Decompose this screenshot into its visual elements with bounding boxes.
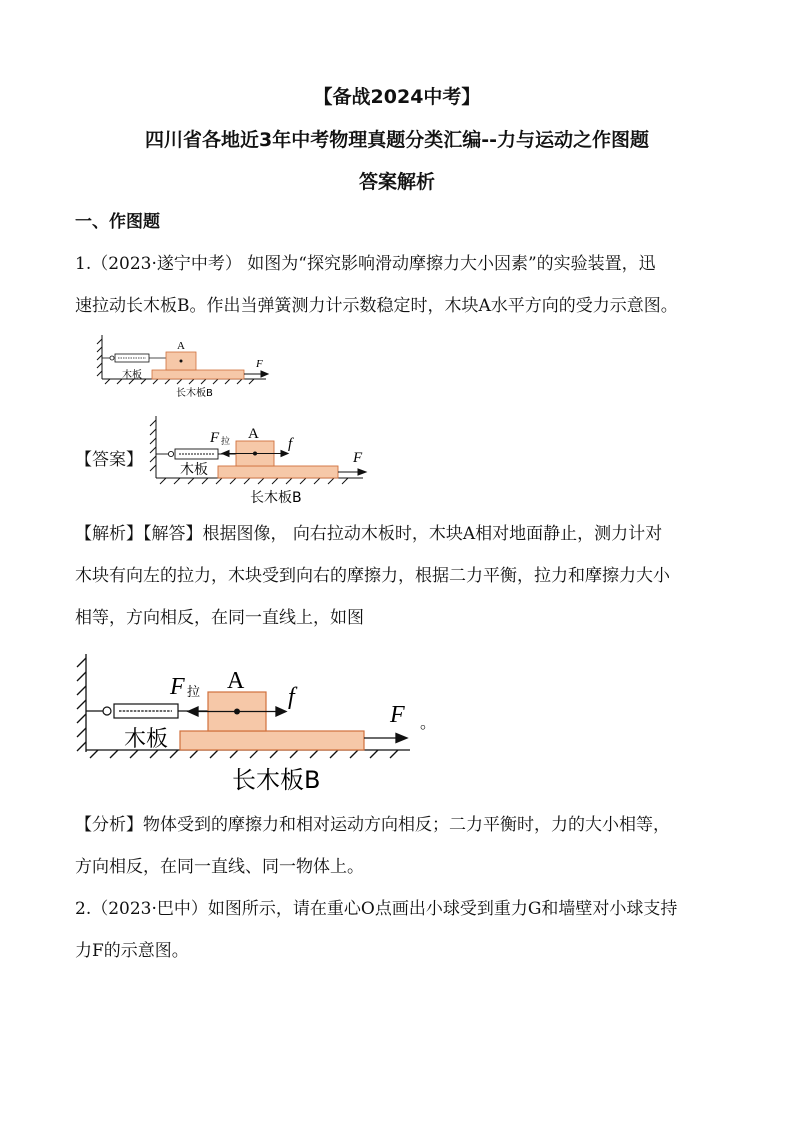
- large-long-board-label: 长木板B: [232, 766, 321, 794]
- long-board-b: [152, 370, 244, 379]
- answer-board-label: 木板: [180, 462, 208, 478]
- large-block-label: A: [227, 668, 245, 694]
- large-wall: [77, 654, 86, 752]
- large-pull-arrow: [364, 734, 407, 743]
- answer-ground: [156, 478, 363, 484]
- q1-large-figure: [72, 650, 442, 795]
- q1-analysis-line1: 【解析】【解答】根据图像， 向右拉动木板时，木块A相对地面静止，测力计对: [75, 524, 663, 544]
- q2-text-line1: 2.（2023·巴中）如图所示，请在重心O点画出小球受到重力G和墙壁对小球支持: [75, 899, 678, 919]
- block-center-dot: [180, 360, 183, 363]
- q1-analysis-line3: 相等，方向相反，在同一直线上，如图: [75, 608, 364, 628]
- friction-force-label: f: [288, 436, 293, 452]
- large-pull-force-subscript: 拉: [187, 685, 201, 700]
- page-subtitle: 答案解析: [358, 171, 435, 193]
- answer-wall: [150, 416, 156, 478]
- large-pull-force-label: F: [170, 674, 185, 700]
- large-friction-force-label: f: [288, 684, 295, 710]
- q1-analysis-line2: 木块有向左的拉力，木块受到向右的摩擦力，根据二力平衡，拉力和摩擦力大小: [75, 566, 670, 586]
- answer-long-board-b: [218, 466, 338, 478]
- section-heading: 一、作图题: [75, 212, 160, 232]
- q2-text-line2: 力F的示意图。: [75, 941, 189, 961]
- pull-arrow: [244, 371, 268, 377]
- spring-scale: [102, 354, 166, 362]
- large-long-board-b: [180, 731, 364, 750]
- pull-force-label: F: [210, 430, 220, 446]
- q1-answer-figure: [148, 412, 378, 507]
- q1-note-line1: 【分析】物体受到的摩擦力和相对运动方向相反；二力平衡时，力的大小相等，: [75, 815, 670, 835]
- header-tag: 【备战2024中考】: [313, 86, 481, 108]
- page-title: 四川省各地近3年中考物理真题分类汇编--力与运动之作图题: [145, 129, 649, 151]
- q1-answer-label: 【答案】: [75, 450, 143, 470]
- answer-force-label: F: [353, 450, 363, 466]
- block-label: A: [177, 340, 185, 352]
- board-label: 木板: [122, 370, 142, 381]
- large-figure-period: 。: [420, 713, 437, 732]
- wall: [97, 335, 102, 379]
- answer-pull-arrow: [338, 469, 366, 475]
- large-board-label: 木板: [124, 727, 169, 752]
- force-label: F: [256, 358, 263, 370]
- pull-force-subscript: 拉: [221, 437, 231, 447]
- q1-apparatus-figure: [96, 333, 276, 403]
- q1-text-line1: 1.（2023·遂宁中考） 如图为“探究影响滑动摩擦力大小因素”的实验装置，迅: [75, 254, 656, 274]
- answer-block-label: A: [248, 426, 259, 442]
- answer-long-board-label: 长木板B: [250, 490, 302, 506]
- long-board-label: 长木板B: [176, 388, 213, 399]
- large-force-label: F: [390, 702, 405, 728]
- q1-note-line2: 方向相反，在同一直线、同一物体上。: [75, 857, 364, 877]
- q1-text-line2: 速拉动长木板B。作出当弹簧测力计示数稳定时，木块A水平方向的受力示意图。: [75, 296, 678, 316]
